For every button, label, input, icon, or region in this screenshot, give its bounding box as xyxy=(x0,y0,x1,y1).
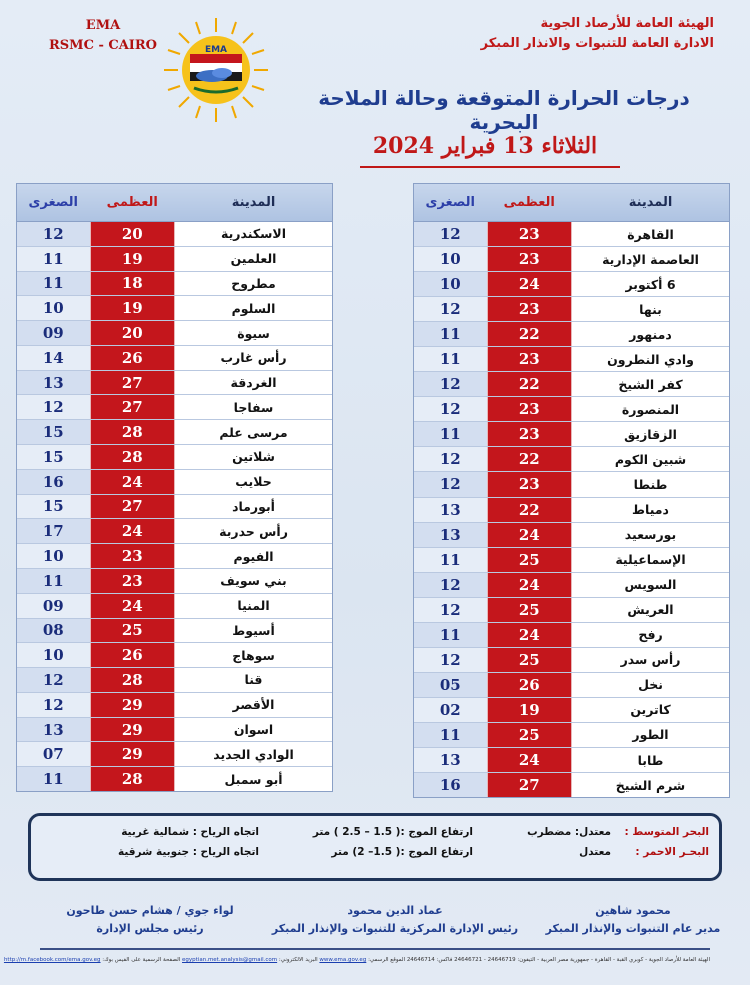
max-temp: 23 xyxy=(487,347,572,371)
max-temp: 26 xyxy=(90,346,175,370)
min-temp: 11 xyxy=(17,569,90,593)
max-temp: 19 xyxy=(487,698,572,722)
org-name: الهيئة العامة للأرصاد الجوية xyxy=(540,16,714,31)
city-name: طابا xyxy=(572,748,729,772)
min-temp: 13 xyxy=(414,748,487,772)
min-temp: 08 xyxy=(17,619,90,643)
max-temp: 25 xyxy=(90,619,175,643)
city-name: الزقازيق xyxy=(572,422,729,446)
header-max: العظمى xyxy=(106,195,158,210)
city-name: سيوة xyxy=(175,321,332,345)
table-row xyxy=(414,648,729,673)
logo-text: EMA xyxy=(204,45,228,55)
max-temp: 23 xyxy=(487,422,572,446)
min-temp: 16 xyxy=(17,470,90,494)
city-name: مطروح xyxy=(175,272,332,296)
table-row xyxy=(414,773,729,797)
max-temp: 25 xyxy=(487,548,572,572)
table-row xyxy=(414,723,729,748)
city-name: الفيوم xyxy=(175,544,332,568)
signature-director xyxy=(538,902,728,938)
table-row xyxy=(17,445,332,470)
right-city-table xyxy=(413,183,730,798)
table-row xyxy=(414,247,729,272)
max-temp: 20 xyxy=(90,321,175,345)
table-row xyxy=(414,748,729,773)
max-temp: 24 xyxy=(487,523,572,547)
city-name: الاسكندرية xyxy=(175,222,332,246)
city-name: حلايب xyxy=(175,470,332,494)
signatory-name: عماد الدين محمود xyxy=(347,904,443,917)
table-row xyxy=(17,296,332,321)
table-header xyxy=(17,184,332,222)
min-temp: 16 xyxy=(414,773,487,797)
max-temp: 24 xyxy=(487,573,572,597)
wave-height: ارتفاع الموج :( 1.5 – 2.5 ) متر xyxy=(312,826,473,838)
city-name: بورسعيد xyxy=(572,523,729,547)
max-temp: 18 xyxy=(90,272,175,296)
city-name: كاترين xyxy=(572,698,729,722)
table-row xyxy=(17,420,332,445)
city-name: أبو سمبل xyxy=(175,767,332,791)
signature-head xyxy=(270,902,520,938)
city-name: بنها xyxy=(572,297,729,321)
max-temp: 24 xyxy=(90,470,175,494)
signatory-title: مدير عام التنبوات والإنذار المبكر xyxy=(545,922,721,935)
min-temp: 12 xyxy=(17,222,90,246)
min-temp: 09 xyxy=(17,594,90,618)
max-temp: 23 xyxy=(487,297,572,321)
city-name: العلمين xyxy=(175,247,332,271)
min-temp: 12 xyxy=(414,648,487,672)
min-temp: 07 xyxy=(17,742,90,766)
max-temp: 24 xyxy=(90,594,175,618)
header-city: المدينة xyxy=(231,195,276,210)
city-name: سفاجا xyxy=(175,395,332,419)
wave-height: ارتفاع الموج :( 1.5– 2) متر xyxy=(331,846,473,858)
city-name: القاهرة xyxy=(572,222,729,246)
table-row xyxy=(414,573,729,598)
min-temp: 11 xyxy=(414,322,487,346)
min-temp: 11 xyxy=(414,422,487,446)
table-row xyxy=(414,673,729,698)
max-temp: 22 xyxy=(487,372,572,396)
min-temp: 12 xyxy=(17,395,90,419)
city-name: شلاتين xyxy=(175,445,332,469)
date-underline xyxy=(360,166,620,168)
max-temp: 23 xyxy=(90,544,175,568)
header-min: الصغرى xyxy=(28,195,79,210)
min-temp: 10 xyxy=(414,272,487,296)
forecast-date: الثلاثاء 13 فبراير 2024 xyxy=(372,133,598,159)
table-row xyxy=(17,718,332,743)
min-temp: 12 xyxy=(414,447,487,471)
city-name: رأس غارب xyxy=(175,346,332,370)
city-name: دمنهور xyxy=(572,322,729,346)
table-row xyxy=(414,222,729,247)
header-max: العظمى xyxy=(503,195,555,210)
min-temp: 10 xyxy=(17,544,90,568)
city-name: السلوم xyxy=(175,296,332,320)
max-temp: 28 xyxy=(90,420,175,444)
city-name: أبورماد xyxy=(175,495,332,519)
max-temp: 19 xyxy=(90,247,175,271)
ema-logo xyxy=(160,14,272,126)
table-row xyxy=(414,447,729,472)
max-temp: 22 xyxy=(487,447,572,471)
table-row xyxy=(17,569,332,594)
city-name: الإسماعيلية xyxy=(572,548,729,572)
table-row xyxy=(17,395,332,420)
table-row xyxy=(414,523,729,548)
max-temp: 28 xyxy=(90,445,175,469)
city-name: الأقصر xyxy=(175,693,332,717)
table-row xyxy=(17,470,332,495)
min-temp: 12 xyxy=(17,693,90,717)
footer-fb-label: الصفحة الرسمية على الفيس بوك: xyxy=(102,957,181,963)
city-name: المنصورة xyxy=(572,397,729,421)
min-temp: 12 xyxy=(414,372,487,396)
max-temp: 26 xyxy=(90,643,175,667)
sea-state: معتدل xyxy=(579,846,611,858)
header-city: المدينة xyxy=(628,195,673,210)
signature-chairman xyxy=(50,902,250,938)
max-temp: 22 xyxy=(487,498,572,522)
table-row xyxy=(414,372,729,397)
min-temp: 11 xyxy=(414,347,487,371)
min-temp: 12 xyxy=(414,397,487,421)
city-name: دمياط xyxy=(572,498,729,522)
city-name: رأس حدربة xyxy=(175,519,332,543)
table-row xyxy=(17,668,332,693)
city-name: قنا xyxy=(175,668,332,692)
city-name: أسيوط xyxy=(175,619,332,643)
max-temp: 24 xyxy=(487,748,572,772)
max-temp: 19 xyxy=(90,296,175,320)
wind-direction: اتجاه الرياح : جنوبية شرقية xyxy=(117,846,259,858)
table-row xyxy=(414,322,729,347)
signatory-name: لواء جوي / هشام حسن طاحون xyxy=(66,904,234,917)
city-name: بني سويف xyxy=(175,569,332,593)
max-temp: 20 xyxy=(90,222,175,246)
city-name: رأس سدر xyxy=(572,648,729,672)
min-temp: 14 xyxy=(17,346,90,370)
city-name: العريش xyxy=(572,598,729,622)
city-name: السويس xyxy=(572,573,729,597)
table-row xyxy=(414,623,729,648)
ema-label xyxy=(38,16,168,56)
city-name: الوادي الجديد xyxy=(175,742,332,766)
max-temp: 28 xyxy=(90,767,175,791)
max-temp: 23 xyxy=(487,222,572,246)
table-row xyxy=(414,548,729,573)
footer-divider xyxy=(40,948,710,950)
ema-abbrev: EMA xyxy=(85,18,121,33)
table-row xyxy=(17,693,332,718)
signatory-title: رئيس الإدارة المركزية للتنبوات والإنذار المبكر xyxy=(271,922,519,935)
header-min: الصغرى xyxy=(425,195,476,210)
city-name: كفر الشيخ xyxy=(572,372,729,396)
city-name: العاصمة الإدارية xyxy=(572,247,729,271)
min-temp: 11 xyxy=(17,272,90,296)
city-name: نخل xyxy=(572,673,729,697)
wind-direction: اتجاه الرياح : شمالية غربية xyxy=(121,826,259,838)
max-temp: 28 xyxy=(90,668,175,692)
city-name: سوهاج xyxy=(175,643,332,667)
min-temp: 11 xyxy=(414,548,487,572)
table-row xyxy=(17,495,332,520)
min-temp: 10 xyxy=(17,296,90,320)
city-name: رفح xyxy=(572,623,729,647)
min-temp: 02 xyxy=(414,698,487,722)
max-temp: 26 xyxy=(487,673,572,697)
max-temp: 23 xyxy=(487,472,572,496)
signatory-title: رئيس مجلس الإدارة xyxy=(96,922,204,935)
city-name: المنيا xyxy=(175,594,332,618)
max-temp: 22 xyxy=(487,322,572,346)
min-temp: 13 xyxy=(414,498,487,522)
min-temp: 05 xyxy=(414,673,487,697)
footer-email-label: البريد الالكتروني: xyxy=(278,957,318,963)
min-temp: 15 xyxy=(17,420,90,444)
max-temp: 27 xyxy=(90,495,175,519)
table-row xyxy=(17,742,332,767)
city-name: الغردقة xyxy=(175,371,332,395)
table-row xyxy=(17,594,332,619)
min-temp: 09 xyxy=(17,321,90,345)
table-row xyxy=(17,272,332,297)
min-temp: 13 xyxy=(17,371,90,395)
rsmc-label: RSMC - CAIRO xyxy=(48,38,158,53)
max-temp: 24 xyxy=(90,519,175,543)
table-body xyxy=(414,222,729,797)
organization-header xyxy=(414,14,714,54)
max-temp: 25 xyxy=(487,598,572,622)
table-row xyxy=(414,297,729,322)
signatory-name: محمود شاهين xyxy=(595,904,671,917)
city-name: طنطا xyxy=(572,472,729,496)
table-row xyxy=(17,371,332,396)
table-row xyxy=(414,422,729,447)
table-row xyxy=(414,698,729,723)
city-name: شبين الكوم xyxy=(572,447,729,471)
org-department: الادارة العامة للتنبوات والانذار المبكر xyxy=(480,36,714,51)
min-temp: 11 xyxy=(414,623,487,647)
mediterranean-row xyxy=(31,826,719,846)
sea-name: البحـر الاحمر : xyxy=(635,846,709,858)
sea-conditions-box xyxy=(28,813,722,881)
min-temp: 12 xyxy=(17,668,90,692)
table-row xyxy=(17,767,332,791)
max-temp: 27 xyxy=(487,773,572,797)
max-temp: 27 xyxy=(90,371,175,395)
max-temp: 25 xyxy=(487,723,572,747)
min-temp: 15 xyxy=(17,495,90,519)
max-temp: 24 xyxy=(487,272,572,296)
min-temp: 12 xyxy=(414,573,487,597)
min-temp: 15 xyxy=(17,445,90,469)
max-temp: 27 xyxy=(90,395,175,419)
max-temp: 29 xyxy=(90,742,175,766)
city-name: مرسى علم xyxy=(175,420,332,444)
table-row xyxy=(17,247,332,272)
page-title: درجات الحرارة المتوقعة وحالة الملاحة البحرية xyxy=(318,86,690,134)
table-row xyxy=(414,272,729,297)
min-temp: 11 xyxy=(17,767,90,791)
min-temp: 13 xyxy=(17,718,90,742)
table-row xyxy=(414,472,729,497)
min-temp: 10 xyxy=(414,247,487,271)
table-header xyxy=(414,184,729,222)
min-temp: 17 xyxy=(17,519,90,543)
city-name: الطور xyxy=(572,723,729,747)
sea-state: معتدل: مضطرب xyxy=(527,826,611,838)
city-name: 6 أكتوبر xyxy=(572,272,729,296)
table-row xyxy=(414,498,729,523)
table-row xyxy=(17,222,332,247)
table-row xyxy=(17,643,332,668)
min-temp: 13 xyxy=(414,523,487,547)
left-city-table xyxy=(16,183,333,792)
min-temp: 12 xyxy=(414,297,487,321)
footer-address: الهيئة العامة للأرصاد الجوية - كوبري القبة - القاهرة - جمهورية مصر العربية - التيفون: 24646719 - 24646721 فاكس: 24646714 الموقع الرسمي: xyxy=(368,957,710,963)
sea-name: البحر المتوسط : xyxy=(624,826,709,838)
max-temp: 23 xyxy=(487,247,572,271)
red-sea-row xyxy=(31,846,719,866)
table-row xyxy=(17,619,332,644)
table-row xyxy=(414,598,729,623)
table-row xyxy=(17,346,332,371)
table-body xyxy=(17,222,332,791)
city-name: شرم الشيخ xyxy=(572,773,729,797)
footer-email-link[interactable]: egyptian.met.analysis@gmail.com xyxy=(182,957,278,963)
max-temp: 29 xyxy=(90,718,175,742)
table-row xyxy=(17,544,332,569)
footer-site-link[interactable]: www.ema.gov.eg xyxy=(319,957,367,963)
city-name: اسوان xyxy=(175,718,332,742)
max-temp: 23 xyxy=(90,569,175,593)
max-temp: 24 xyxy=(487,623,572,647)
footer-facebook-link[interactable]: http://m.facebook.com/ema.gov.eg xyxy=(3,957,101,963)
city-name: وادي النطرون xyxy=(572,347,729,371)
min-temp: 12 xyxy=(414,472,487,496)
min-temp: 10 xyxy=(17,643,90,667)
table-row xyxy=(414,347,729,372)
max-temp: 29 xyxy=(90,693,175,717)
max-temp: 25 xyxy=(487,648,572,672)
max-temp: 23 xyxy=(487,397,572,421)
min-temp: 11 xyxy=(17,247,90,271)
footer xyxy=(3,957,710,971)
min-temp: 12 xyxy=(414,222,487,246)
table-row xyxy=(17,519,332,544)
table-row xyxy=(414,397,729,422)
min-temp: 12 xyxy=(414,598,487,622)
min-temp: 11 xyxy=(414,723,487,747)
table-row xyxy=(17,321,332,346)
